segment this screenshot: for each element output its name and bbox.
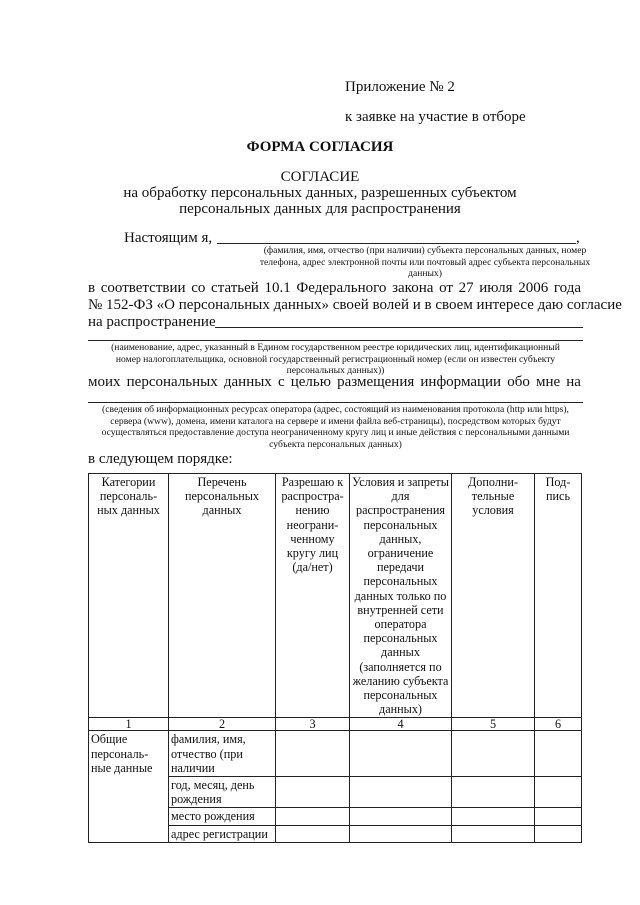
data-item-cell: год, месяц, день рождения [169,777,276,808]
resources-hint [84,404,587,450]
purpose-word: информации [420,374,502,390]
signature-cell[interactable] [535,825,582,842]
additional-conditions-cell[interactable] [452,777,535,808]
consent-subtitle-line-2: персональных данных для распространения [179,201,461,217]
resources-hint-line-3: осуществляться предоставление доступа неограниченному кругу лиц и иные действия с персональными данными [101,427,570,438]
category-cell: Общие персональ-ные данные [89,731,169,842]
subject-hint-line-1: (фамилия, имя, отчество (при наличии) субъекта персональных данных, номер [263,245,587,256]
body-word: 10.1 [264,280,291,296]
body-word: года [553,280,581,296]
body-word: 2006 [518,280,549,296]
purpose-line [88,373,581,391]
body-word: от [439,280,453,296]
subject-hint-line-3: данных) [408,268,442,279]
additional-conditions-cell[interactable] [452,731,535,777]
table-header-row [89,474,582,718]
data-item-cell: место рождения [169,808,276,825]
table-number-row [89,718,582,731]
permission-cell[interactable] [276,808,350,825]
operator-hint-line-1: (наименование, адрес, указанный в Едином государственном реестре юридических лиц, идентификационный [111,342,560,353]
column-number: 1 [89,718,169,731]
purpose-word: с [277,374,285,390]
operator-hint-line-3: персональных данных)) [286,365,385,376]
resources-hint-line-4: субъекта персональных данных) [269,438,402,450]
permission-cell[interactable] [276,731,350,777]
permission-cell[interactable] [276,777,350,808]
column-number: 2 [169,718,276,731]
application-reference: к заявке на участие в отборе [345,109,526,125]
operator-hint [88,342,583,377]
purpose-word: персональных [126,374,218,390]
purpose-word: размещения [337,374,415,390]
appendix-label: Приложение № 2 [345,79,455,95]
signature-cell[interactable] [535,731,582,777]
intro-comma: , [576,230,580,246]
data-item-cell: фамилия, имя, отчество (при наличии [169,731,276,777]
table-row [89,731,582,777]
permission-cell[interactable] [276,825,350,842]
personal-data-table [88,473,582,843]
consent-subtitle-line-1: на обработку персональных данных, разрешенных субъектом [123,185,517,201]
resources-field-line[interactable] [88,402,583,403]
operator-field-line-2[interactable] [88,340,583,341]
header-categories: Категории персональ-ных данных [89,474,169,718]
column-number: 3 [276,718,350,731]
column-number: 6 [535,718,582,731]
conditions-cell[interactable] [350,777,452,808]
column-number: 5 [452,718,535,731]
signature-cell[interactable] [535,777,582,808]
operator-field-line[interactable] [215,327,583,328]
body-word: статьей [211,280,259,296]
purpose-word: целью [290,374,331,390]
intro-label: Настоящим я, [124,230,213,246]
header-permission: Разрешаю к распростра-нению неограни-ченному кругу лиц (да/нет) [276,474,350,718]
conditions-cell[interactable] [350,825,452,842]
body-word: со [191,280,206,296]
form-title: ФОРМА СОГЛАСИЯ [246,139,394,155]
subject-hint [240,245,610,280]
purpose-word: мне [535,374,561,390]
header-signature: Под-пись [535,474,582,718]
body-line-2: № 152-ФЗ «О персональных данных» своей волей и в своем интересе даю согласие [88,297,622,313]
column-number: 4 [350,718,452,731]
body-line-3: на распространение [88,314,216,330]
body-word: закона [392,280,434,296]
purpose-word: моих [88,374,121,390]
data-item-cell: адрес регистрации [169,825,276,842]
body-word: в [88,280,96,296]
body-line-1 [88,279,581,297]
purpose-word: обо [507,374,530,390]
purpose-word: на [566,374,581,390]
body-word: Федерального [296,280,387,296]
header-additional-conditions: Дополни-тельные условия [452,474,535,718]
consent-title: СОГЛАСИЕ [280,169,360,185]
header-conditions: Условия и запреты для распространения персональных данных, ограничение передачи персональных данных только по внутренней сети оператора персональных данных (заполняется по желанию субъекта персональных данных) [350,474,452,718]
subject-hint-line-2: телефона, адрес электронной почты или почтовый адрес субъекта персональных [259,256,591,268]
subject-name-field-line[interactable] [217,243,576,244]
additional-conditions-cell[interactable] [452,825,535,842]
body-word: соответствии [100,280,186,296]
operator-hint-line-2: номер налогоплательщика, основной государственный регистрационный номер (если он известен субъекту [115,353,556,365]
signature-cell[interactable] [535,808,582,825]
body-word: июля [479,280,513,296]
header-data-list: Перечень персональных данных [169,474,276,718]
conditions-cell[interactable] [350,731,452,777]
additional-conditions-cell[interactable] [452,808,535,825]
order-text: в следующем порядке: [88,451,233,467]
conditions-cell[interactable] [350,808,452,825]
body-word: 27 [458,280,474,296]
resources-hint-line-1: (сведения об информационных ресурсах оператора (адрес, состоящий из наименования протокола (http или https), [102,404,569,415]
resources-hint-line-2: сервера (www), домена, имени каталога на сервере и имени файла веб-страницы), посредством которых будут [110,415,561,427]
purpose-word: данных [223,374,272,390]
